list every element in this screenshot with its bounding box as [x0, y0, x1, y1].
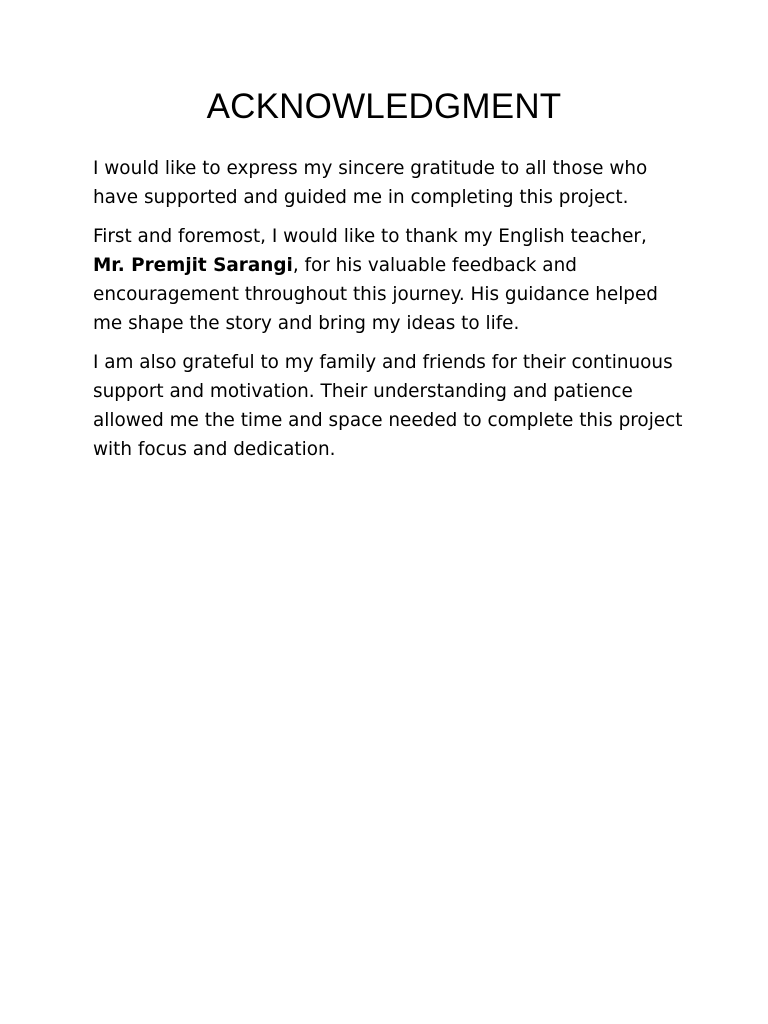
paragraph-teacher-intro: First and foremost, I would like to thank my English teacher, — [93, 226, 647, 247]
teacher-name: Mr. Premjit Sarangi — [93, 255, 293, 276]
paragraph-gratitude: I would like to express my sincere gratitude to all those who have supported and guided me in completing this project. — [93, 158, 648, 208]
page-title: ACKNOWLEDGMENT — [206, 87, 562, 126]
paragraph-family: I am also grateful to my family and friends for their continuous support and motivation. Their understanding and patience allowed me the time and space needed to complete this project with focus and dedication. — [93, 352, 683, 460]
paragraph-teacher-rest: , for his valuable feedback and encouragement throughout this journey. His guidance helped me shape the story and bring my ideas to life. — [93, 255, 658, 334]
paragraph-teacher — [93, 222, 683, 338]
document-body — [93, 154, 683, 474]
